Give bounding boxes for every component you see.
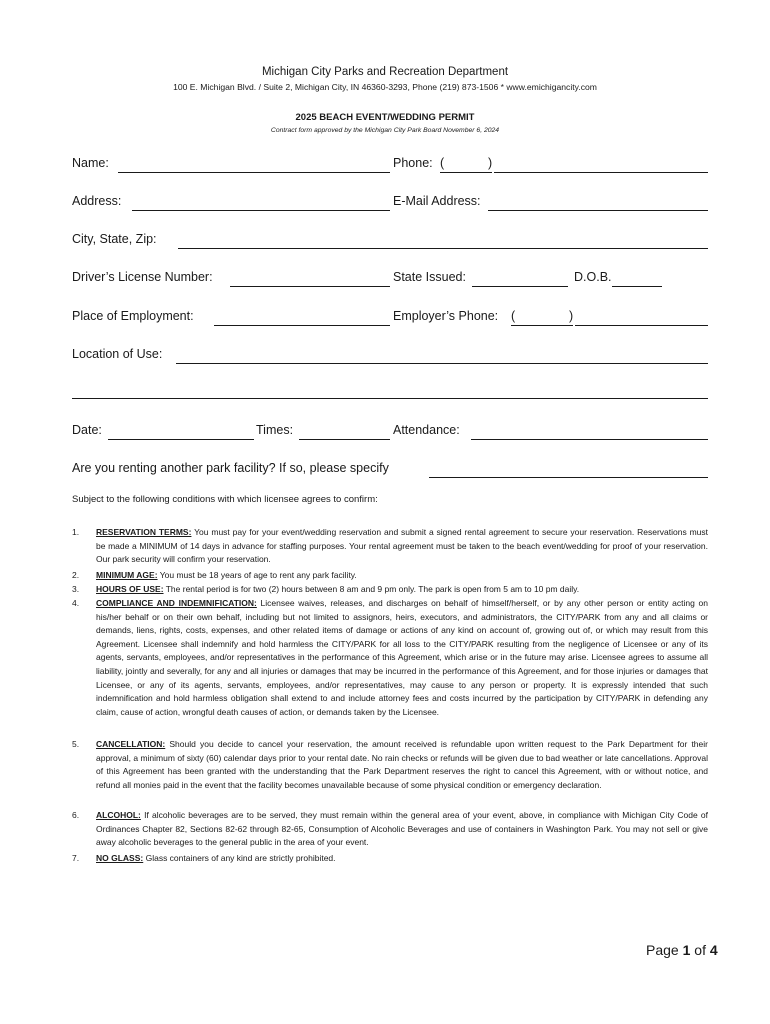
condition-body xyxy=(96,852,708,866)
employer-phone-label: Employer’s Phone: xyxy=(393,309,499,323)
document-subtitle: Contract form approved by the Michigan City Park Board November 6, 2024 xyxy=(270,127,500,134)
times-label: Times: xyxy=(256,423,294,437)
row-other-facility xyxy=(72,461,708,479)
condition-number: 4. xyxy=(72,598,80,608)
email-label: E-Mail Address: xyxy=(393,194,481,208)
attendance-label: Attendance: xyxy=(393,423,460,437)
phone-paren-close: ) xyxy=(488,156,493,170)
drivers-license-label: Driver’s License Number: xyxy=(72,270,213,284)
condition-text: Should you decide to cancel your reservation, the amount received is refundable upon written request to the Park Department for their approval, a minimum of sixty (60) calendar days prior to your rental date. No rain checks or refunds will be given due to bad weather or late cancellations. Approval of this Agreement has been granted with the understanding that the Park Department reserves the right to cancel this Agreement, with or without notice, and refund all monies paid in the event that the facility becomes unavailable because of some physical condition or emergency declaration. xyxy=(96,739,708,790)
condition-body xyxy=(96,597,708,719)
page-number xyxy=(646,942,718,958)
page-word: Page xyxy=(646,942,679,958)
condition-number: 7. xyxy=(72,853,80,863)
condition-number: 2. xyxy=(72,570,80,580)
condition-body xyxy=(96,583,708,597)
attendance-field[interactable] xyxy=(471,439,708,440)
row-location-continued xyxy=(72,382,708,400)
dob-label: D.O.B. xyxy=(574,270,612,284)
dob-field[interactable] xyxy=(612,286,662,287)
condition-number: 6. xyxy=(72,810,80,820)
state-issued-label: State Issued: xyxy=(393,270,466,284)
row-name-phone xyxy=(72,156,708,174)
phone-label: Phone: xyxy=(393,156,433,170)
total-pages: 4 xyxy=(709,942,718,958)
condition-body xyxy=(96,738,708,792)
other-facility-label: Are you renting another park facility? If so, please specify xyxy=(72,461,389,475)
condition-heading: COMPLIANCE AND INDEMNIFICATION: xyxy=(96,598,257,608)
document-title: 2025 BEACH EVENT/WEDDING PERMIT xyxy=(295,112,475,123)
phone-paren-open: ( xyxy=(440,156,445,170)
email-field[interactable] xyxy=(488,210,708,211)
city-state-zip-field[interactable] xyxy=(178,248,708,249)
condition-heading: HOURS OF USE: xyxy=(96,584,164,594)
location-field[interactable] xyxy=(176,363,708,364)
phone-field[interactable] xyxy=(494,172,708,173)
location-field-line-2[interactable] xyxy=(72,398,708,399)
city-state-zip-label: City, State, Zip: xyxy=(72,232,157,246)
condition-number: 3. xyxy=(72,584,80,594)
employer-paren-close: ) xyxy=(569,309,574,323)
condition-body xyxy=(96,526,708,567)
condition-heading: ALCOHOL: xyxy=(96,810,141,820)
address-label: Address: xyxy=(72,194,122,208)
date-label: Date: xyxy=(72,423,102,437)
organization-address: 100 E. Michigan Blvd. / Suite 2, Michigan City, IN 46360-3293, Phone (219) 873-1506 * www.emichigancity.com xyxy=(173,82,597,92)
condition-number: 1. xyxy=(72,527,80,537)
condition-text: You must pay for your event/wedding reservation and submit a signed rental agreement to secure your reservation. Reservations must be made a MINIMUM of 14 days in advance for staffing purposes. Your rental agreement must be taken to the beach event/wedding for proof of your reservation. Our park security will confirm your reservation. xyxy=(96,527,708,565)
row-date-times xyxy=(72,423,708,441)
condition-heading: RESERVATION TERMS: xyxy=(96,527,192,537)
drivers-license-field[interactable] xyxy=(230,286,390,287)
date-field[interactable] xyxy=(108,439,254,440)
condition-text: You must be 18 years of age to rent any park facility. xyxy=(157,570,357,580)
name-label: Name: xyxy=(72,156,109,170)
other-facility-field[interactable] xyxy=(429,477,708,478)
organization-name: Michigan City Parks and Recreation Department xyxy=(261,66,509,78)
condition-heading: CANCELLATION: xyxy=(96,739,166,749)
condition-heading: NO GLASS: xyxy=(96,853,144,863)
condition-text: If alcoholic beverages are to be served, they must remain within the general area of your event, above, in compliance with Michigan City Code of Ordinances Chapter 82, Sections 82-62 through 82-65, Consumption of Alcoholic Beverages and use of containers in Washington Park. You may not sell or give away alcoholic beverages to the general public in the area of your event. xyxy=(96,810,708,848)
state-issued-field[interactable] xyxy=(472,286,568,287)
of-word: of xyxy=(694,942,706,958)
row-license xyxy=(72,270,708,288)
employment-field[interactable] xyxy=(214,325,390,326)
employer-phone-field[interactable] xyxy=(575,325,708,326)
employer-paren-open: ( xyxy=(511,309,516,323)
row-address-email xyxy=(72,194,708,212)
phone-area-code-field[interactable] xyxy=(440,172,492,173)
conditions-intro: Subject to the following conditions with which licensee agrees to confirm: xyxy=(72,494,378,505)
times-field[interactable] xyxy=(299,439,390,440)
condition-text: Licensee waives, releases, and discharges on behalf of himself/herself, or by any other person or entity acting on his/her behalf or on their own behalf, including but not limited to assignors, heirs, executors, and administrators, the CITY/PARK from any and all claims or demands, liens, rights, costs, expenses, and other related items of damage or actions of any kind on account of, growing out of, or which may result from this Agreement. Licensee shall indemnify and hold harmless the CITY/PARK for all loss to the CITY/PARK resulting from the negligence of Licensee or any of its agents, servants, employees, and/or representatives in the performance of this Agreement, which arise or in the future may arise. Licensee agrees to assume all liability, jointly and severally, for any and all injuries or damages that may be incurred in the performance of this Agreement, and for those injuries or damages that Licensee, or any of its agents, servants, employees, and/or representatives, may cause to any person or property. It is expressly intended that such indemnification and hold harmless obligation shall extend to and include attorney fees and costs incurred by the participation by CITY/PARK in defending any claim, cause of action, wrongful death causes of action, or demands taken by the Licensee. xyxy=(96,598,708,717)
name-field[interactable] xyxy=(118,172,390,173)
row-employment xyxy=(72,309,708,327)
condition-number: 5. xyxy=(72,739,80,749)
condition-body xyxy=(96,569,708,583)
condition-text: Glass containers of any kind are strictly prohibited. xyxy=(143,853,336,863)
address-field[interactable] xyxy=(132,210,390,211)
row-location xyxy=(72,347,708,365)
condition-heading: MINIMUM AGE: xyxy=(96,570,158,580)
row-city-state-zip xyxy=(72,232,708,250)
current-page: 1 xyxy=(682,942,691,958)
employer-phone-area-code-field[interactable] xyxy=(511,325,573,326)
employment-label: Place of Employment: xyxy=(72,309,194,323)
condition-body xyxy=(96,809,708,850)
condition-text: The rental period is for two (2) hours between 8 am and 9 pm only. The park is open from 5 am to 10 pm daily. xyxy=(163,584,580,594)
location-label: Location of Use: xyxy=(72,347,163,361)
